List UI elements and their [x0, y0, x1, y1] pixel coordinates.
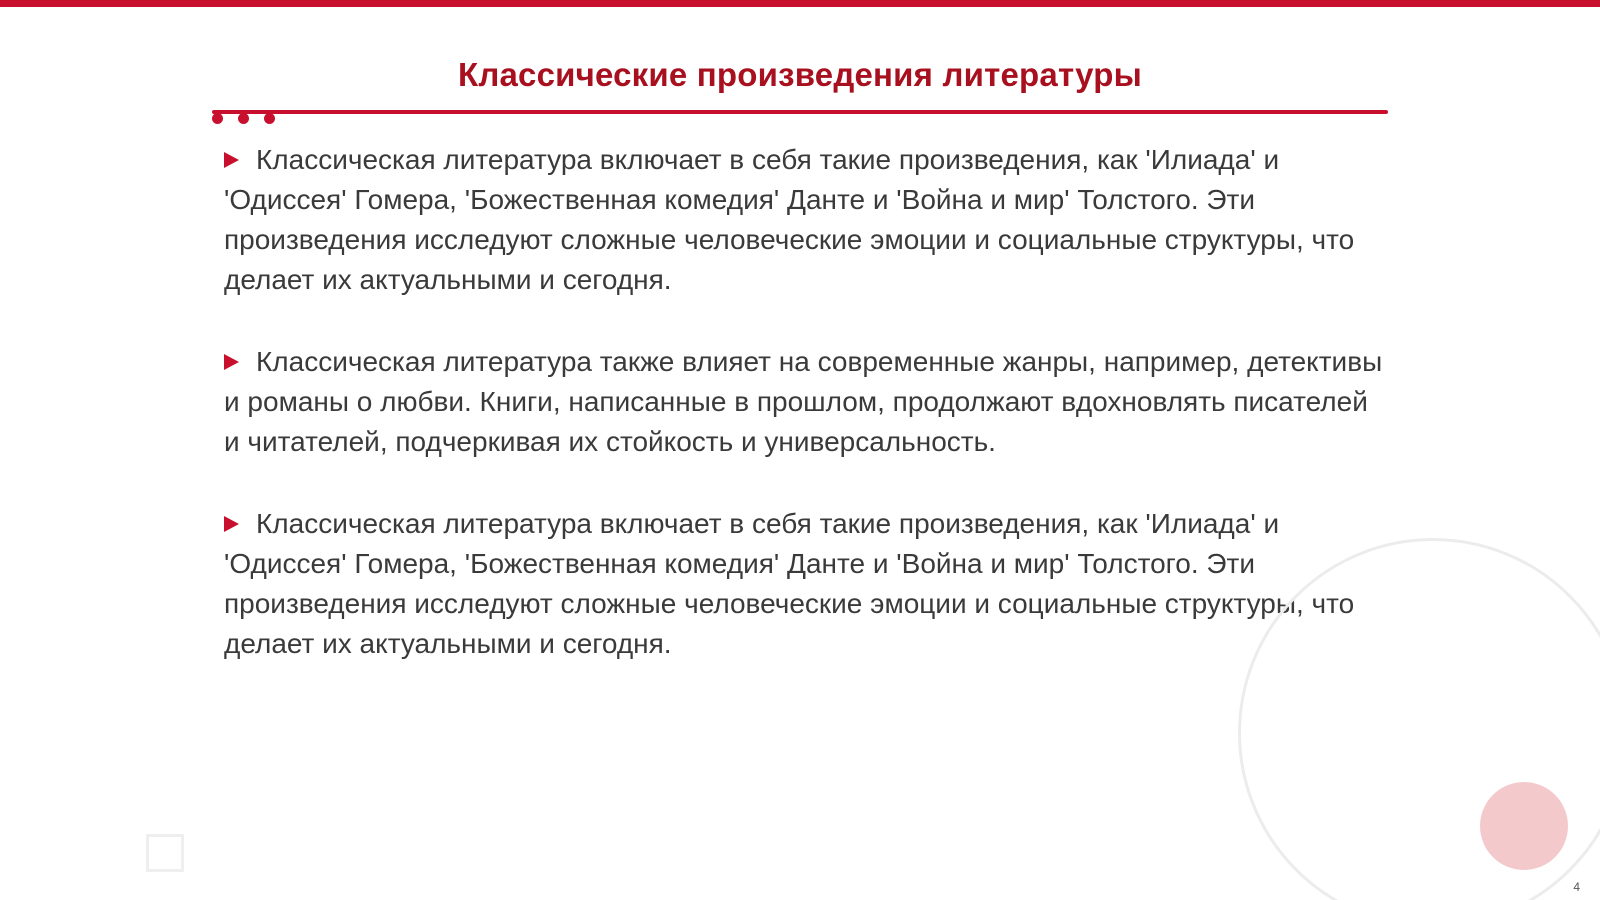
page-number: 4	[1573, 880, 1580, 894]
bullet-item-3	[224, 504, 1384, 664]
triangle-bullet-icon	[224, 152, 239, 168]
decor-circle-filled	[1480, 782, 1568, 870]
decor-square-outline	[146, 834, 184, 872]
triangle-bullet-icon	[224, 516, 239, 532]
decor-dot-2	[238, 113, 249, 124]
triangle-bullet-icon	[224, 354, 239, 370]
bullet-text: Классическая литература также влияет на современные жанры, например, детективы и романы о любви. Книги, написанные в прошлом, продолжают вдохновлять писателей и читателей, подчеркивая их стойкость и универсальность.	[224, 346, 1383, 457]
bullet-item-1	[224, 140, 1384, 300]
top-accent-bar	[0, 0, 1600, 7]
bullet-list	[224, 140, 1384, 706]
decor-dot-1	[212, 113, 223, 124]
bullet-text: Классическая литература включает в себя такие произведения, как 'Илиада' и 'Одиссея' Гомера, 'Божественная комедия' Данте и 'Война и мир' Толстого. Эти произведения исследуют сложные человеческие эмоции и социальные структуры, что делает их актуальными и сегодня.	[224, 508, 1355, 659]
bullet-item-2	[224, 342, 1384, 462]
decor-dot-3	[264, 113, 275, 124]
slide-title: Классические произведения литературы	[457, 56, 1142, 93]
title-underline	[212, 110, 1388, 114]
bullet-text: Классическая литература включает в себя такие произведения, как 'Илиада' и 'Одиссея' Гомера, 'Божественная комедия' Данте и 'Война и мир' Толстого. Эти произведения исследуют сложные человеческие эмоции и социальные структуры, что делает их актуальными и сегодня.	[224, 144, 1355, 295]
